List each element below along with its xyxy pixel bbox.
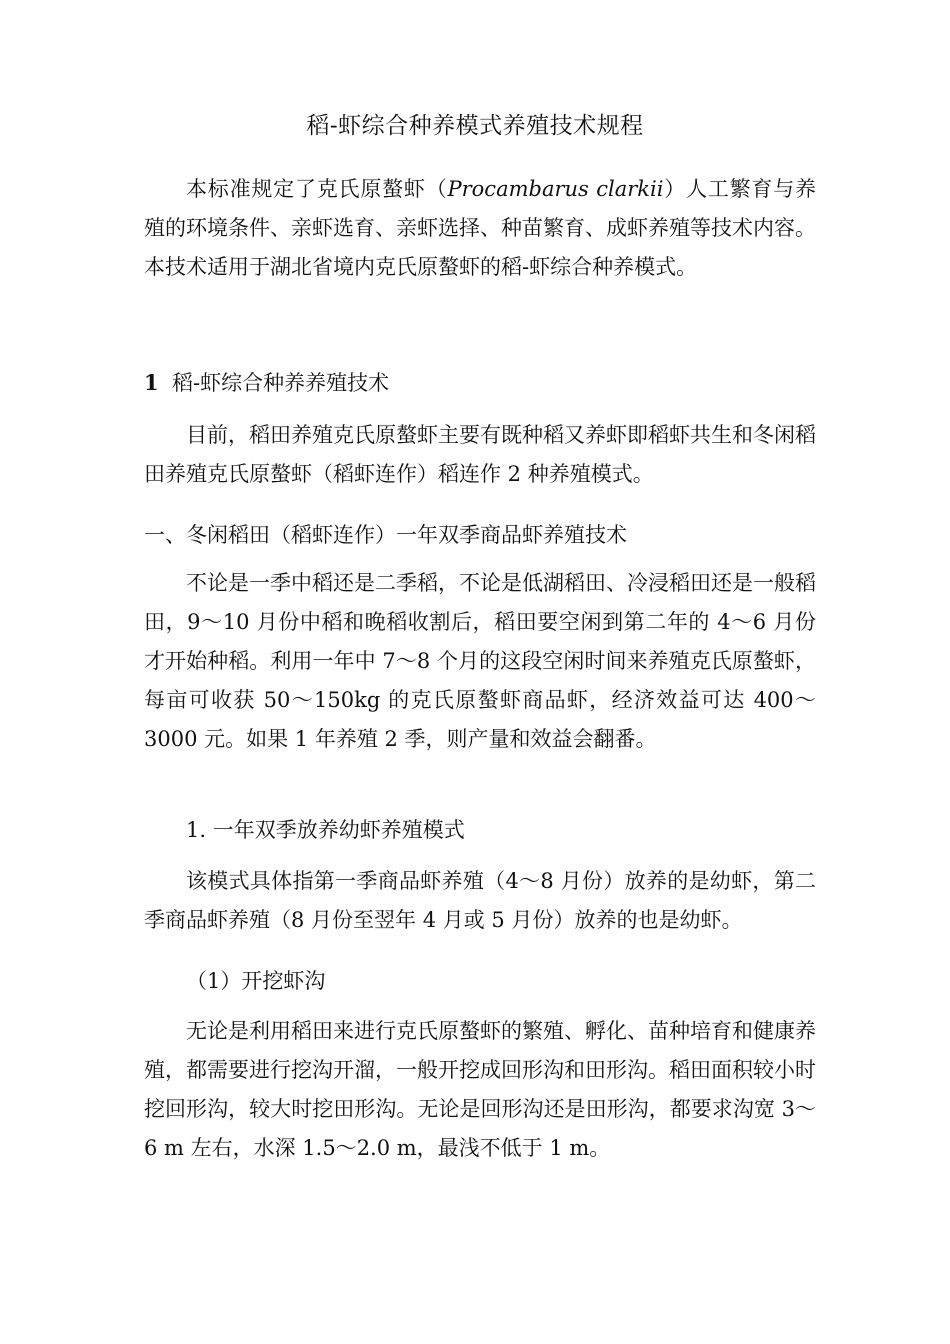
subsection-one-heading: 一、冬闲稻田（稻虾连作）一年双季商品虾养殖技术 <box>144 523 627 547</box>
item-1-1-paragraph: 无论是利用稻田来进行克氏原螯虾的繁殖、孵化、苗种培育和健康养殖，都需要进行挖沟开溜，一般开挖成回形沟和田形沟。稻田面积较小时挖回形沟，较大时挖田形沟。无论是回形沟还是田形沟，都要求沟宽 3～6 m 左右，水深 1.5～2.0 m，最浅不低于 1 m。 <box>144 1019 816 1160</box>
section-1-number: 1 <box>144 370 159 395</box>
subsection-one-paragraph: 不论是一季中稻还是二季稻，不论是低湖稻田、冷浸稻田还是一般稻田，9～10 月份中稻和晚稻收割后，稻田要空闲到第二年的 4～6 月份才开始种稻。利用一年中 7～8 个月的这段空闲时间来养殖克氏原螯虾，每亩可收获 50～150kg 的克氏原螯虾商品虾，经济效益可达 400～3000 元。如果 1 年养殖 2 季，则产量和效益会翻番。 <box>144 571 816 751</box>
intro-latin-name: Procambarus clarkii <box>447 177 664 201</box>
section-1-heading <box>144 363 816 403</box>
intro-text-part1: 本标准规定了克氏原螯虾（ <box>186 177 448 201</box>
page-title: 稻-虾综合种养模式养殖技术规程 <box>306 113 644 139</box>
item-1-1-heading: （1）开挖虾沟 <box>186 969 326 993</box>
item-1-paragraph: 该模式具体指第一季商品虾养殖（4～8 月份）放养的是幼虾，第二季商品虾养殖（8 月份至翌年 4 月或 5 月份）放养的也是幼虾。 <box>144 869 816 932</box>
intro-paragraph <box>144 170 816 287</box>
item-1-heading: 1. 一年双季放养幼虾养殖模式 <box>186 818 465 842</box>
section-1-title: 稻-虾综合种养养殖技术 <box>171 371 390 395</box>
section-1-paragraph: 目前，稻田养殖克氏原螯虾主要有既种稻又养虾即稻虾共生和冬闲稻田养殖克氏原螯虾（稻虾连作）稻连作 2 种养殖模式。 <box>144 423 816 486</box>
intro-text-part2: ）人工繁育与养殖的环境条件、亲虾选育、亲虾选择、种苗繁育、成虾养殖等技术内容。本技术适用于湖北省境内克氏原螯虾的稻-虾综合种养模式。 <box>144 177 817 279</box>
